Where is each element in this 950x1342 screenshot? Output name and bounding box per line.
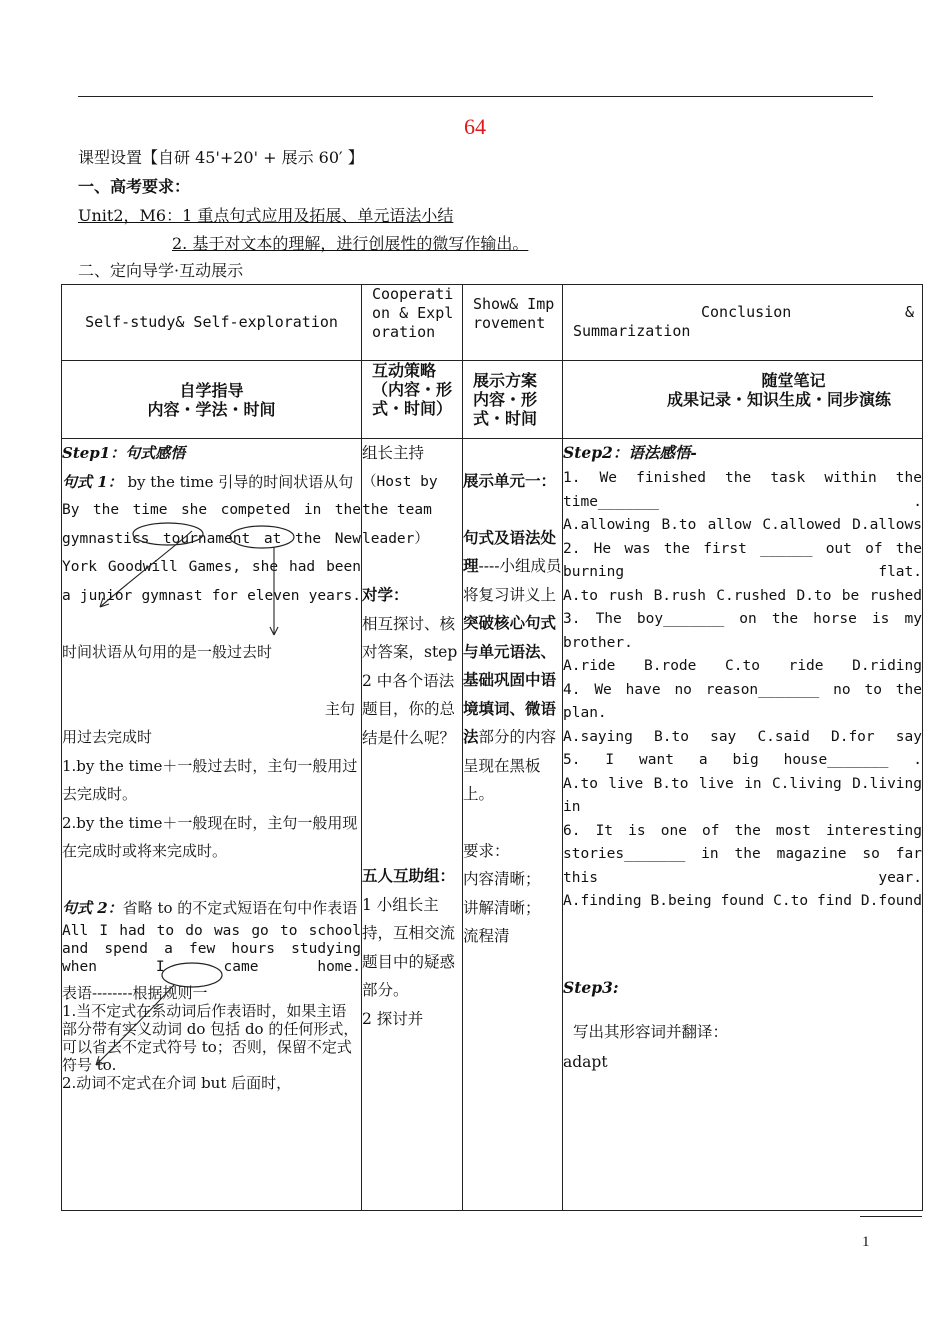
section2-title: 二、定向导学·互动展示 — [78, 261, 244, 280]
col-cooperation — [362, 439, 463, 1211]
pattern2-rule-head: 表语--------根据规则一 — [62, 984, 208, 1002]
pattern1-sentence: By the time she competed in the gymnastics tournament at the New York Goodwill Games, she had been a junior gymnast for eleven years. — [62, 502, 361, 604]
table-edge-line — [860, 1216, 922, 1217]
question-5-options: A.to live B.to live in C.living D.living in — [563, 775, 922, 815]
step3-word: adapt — [563, 1052, 608, 1071]
subheader-strategy: 互动策略（内容・形式・时间） — [362, 361, 463, 439]
rule-1: 1.by the time＋一般过去时，主句一般用过去完成时。 — [62, 756, 358, 803]
rule-2: 2.by the time＋一般现在时，主句一般用现在完成时或将来完成时。 — [62, 813, 358, 860]
course-setup: 课型设置【自研 45'+20' + 展示 60′ 】 — [78, 148, 364, 167]
pattern1-note-main: 主句 — [324, 699, 355, 718]
pattern1-note: 时间状语从句用的是一般过去时 — [62, 643, 273, 661]
col-show — [463, 439, 563, 1211]
header-cooperation: Cooperation & Exploration — [362, 285, 463, 361]
question-2-options: A.to rush B.rush C.rushed D.to be rushed — [563, 587, 922, 604]
question-1: 1. We finished the task within the time_______ . — [563, 470, 922, 510]
pair-study-text: 相互探讨、核对答案，step2 中各个语法题目，你的总结是什么呢？ — [362, 614, 458, 747]
requirement-2: 2. 基于对文本的理解，进行创展性的微写作输出。 — [172, 234, 529, 253]
question-5: 5. I want a big house_______ . — [563, 752, 922, 768]
group-text: 1 小组长主持，互相交流题目中的疑惑部分。 — [362, 895, 456, 999]
guidance-table — [61, 284, 923, 1211]
section1-title: 一、高考要求： — [78, 177, 191, 196]
step3-title: Step3: — [563, 977, 619, 997]
question-3-options: A.ride B.rode C.to ride D.riding — [563, 658, 922, 674]
col-notes — [563, 439, 923, 1211]
header-rule — [78, 96, 873, 97]
subheader-self-study: 自学指导 内容・学法・时间 — [62, 361, 362, 439]
question-6: 6. It is one of the most interesting stories_______ in the magazine so far this year. — [563, 822, 922, 886]
group-text-2: 2 探讨并 — [362, 1009, 424, 1028]
step2-title: Step2：语法感悟- — [563, 443, 697, 462]
requirement-1: Unit2，M6：1 重点句式应用及拓展、单元语法小结 — [78, 206, 454, 225]
host-cn: 组长主持 — [362, 444, 425, 462]
pattern2-rule-2: 2.动词不定式在介词 but 后面时， — [62, 1074, 292, 1092]
page-number-top: 64 — [464, 114, 486, 139]
subheader-notes: 随堂笔记 成果记录・知识生成・同步演练 — [563, 361, 923, 439]
host-en: （Host by the team leader） — [362, 473, 438, 547]
question-4: 4. We have no reason_______ no to the plan. — [563, 681, 922, 721]
group-title: 五人互助组： — [362, 866, 456, 885]
pattern2-rule-1: 1.当不定式在系动词后作表语时，如果主语部分带有实义动词 do 包括 do 的任何形式，可以省去不定式符号 to；否则，保留不定式符号 to. — [62, 1002, 359, 1074]
pattern2-sentence: All I had to do was go to school and spend a few hours studying when I came home. — [62, 923, 361, 975]
col-self-study — [62, 439, 362, 1211]
step1-title: Step1：句式感悟 — [62, 444, 186, 462]
question-3: 3. The boy_______ on the horse is my brother. — [563, 611, 922, 651]
header-conclusion: Conclusion & Summarization — [563, 285, 923, 361]
show-req-3: 流程清 — [463, 927, 510, 945]
question-4-options: A.saying B.to say C.said D.for say — [563, 728, 922, 745]
step3-instruction: 写出其形容词并翻译： — [573, 1023, 729, 1041]
show-req-2: 讲解清晰； — [463, 898, 541, 917]
header-show: Show& Improvement — [463, 285, 563, 361]
header-self-study: Self-study& Self-exploration — [62, 285, 362, 361]
subheader-show-plan: 展示方案 内容・形式・时间 — [463, 361, 563, 439]
pair-study-title: 对学： — [362, 585, 409, 604]
pattern2-heading: 句式 2：省略 to 的不定式短语在句中作表语 — [62, 898, 358, 917]
page-number-bottom: 1 — [862, 1234, 870, 1250]
show-req-1: 内容清晰； — [463, 870, 541, 888]
pattern1-heading: 句式 1： by the time 引导的时间状语从句 — [62, 472, 354, 491]
question-2: 2. He was the first ______ out of the burning flat. — [563, 540, 922, 580]
show-req-title: 要求： — [463, 841, 510, 860]
show-unit-title: 展示单元一： — [463, 471, 557, 490]
question-6-options: A.finding B.being found C.to find D.found — [563, 893, 922, 909]
focus-block: 句式及语法处理----小组成员将复习讲义上突破核心句式与单元语法、基础巩固中语境填词、微语法部分的内容呈现在黑板上。 — [463, 527, 562, 803]
question-1-options: A.allowing B.to allow C.allowed D.allows — [563, 517, 922, 533]
pattern1-note-tense: 用过去完成时 — [62, 728, 153, 746]
